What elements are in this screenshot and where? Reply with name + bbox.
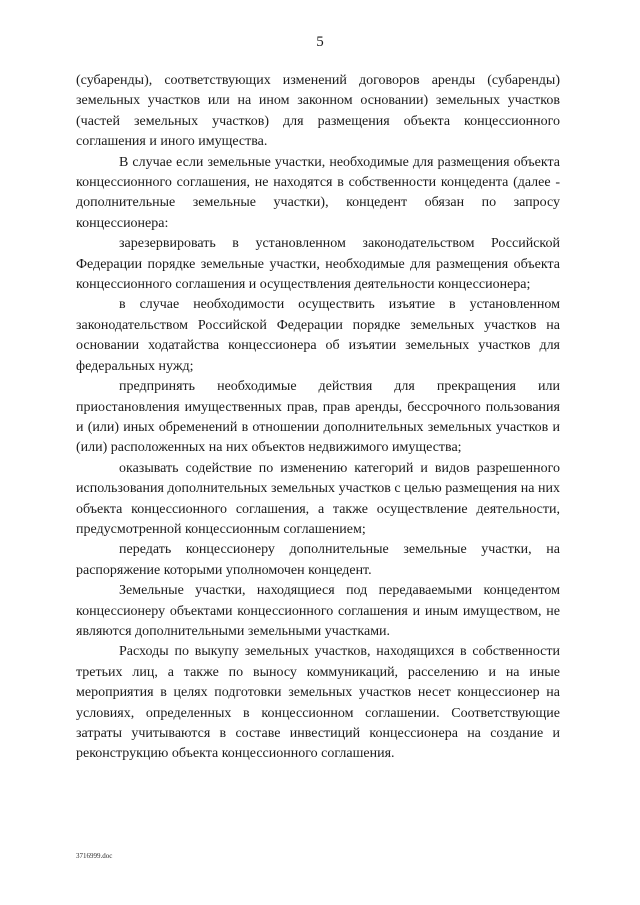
- paragraph-transfer-land: передать концессионеру дополнительные земельные участки, на распоряжение которыми уполномочен концедент.: [76, 542, 560, 578]
- paragraph-assist-category-change: оказывать содействие по изменению категорий и видов разрешенного использования дополнительных земельных участков с целью размещения на них объекта концессионного соглашения, а также осуществление деятельности, предусмотренной концессионным соглашением;: [76, 460, 560, 537]
- paragraph-not-additional-land: Земельные участки, находящиеся под передаваемыми концедентом концессионеру объектами концессионного соглашения и иным имуществом, не являются дополнительными земельными участками.: [76, 583, 560, 639]
- paragraph-seize-land: в случае необходимости осуществить изъятие в установленном законодательством Российской Федерации порядке земельных участков на основании ходатайства концессионера об изъятии земельных участков для федеральных нужд;: [76, 297, 560, 374]
- document-body: [76, 71, 560, 765]
- paragraph-continuation: (субаренды), соответствующих изменений договоров аренды (субаренды) земельных участков или на ином законном основании) земельных участков (частей земельных участков) для размещения объекта концессионного соглашения и иного имущества.: [76, 73, 560, 150]
- page-number: 5: [316, 34, 324, 50]
- paragraph-reserve-land: зарезервировать в установленном законодательством Российской Федерации порядке земельные участки, необходимые для размещения объекта концессионного соглашения и осуществления деятельности концессионера;: [76, 236, 560, 293]
- paragraph-expenses: Расходы по выкупу земельных участков, находящихся в собственности третьих лиц, а также по выносу коммуникаций, расселению и на иные мероприятия в целях подготовки земельных участков несет концессионер на условиях, определенных в концессионном соглашении. Соответствующие затраты учитываются в составе инвестиций концессионера на создание и реконструкцию объекта концессионного соглашения.: [76, 644, 560, 762]
- paragraph-land-not-owned: В случае если земельные участки, необходимые для размещения объекта концессионного соглашения, не находятся в собственности концедента (далее - дополнительные земельные участки), концедент обязан по запросу концессионера:: [76, 154, 560, 231]
- footer-file-name: 3716999.doc: [76, 852, 113, 860]
- paragraph-terminate-rights: предпринять необходимые действия для прекращения или приостановления имущественных прав, прав аренды, бессрочного пользования и (или) иных обременений в отношении дополнительных земельных участков и (или) расположенных на них объектов недвижимого имущества;: [76, 379, 560, 456]
